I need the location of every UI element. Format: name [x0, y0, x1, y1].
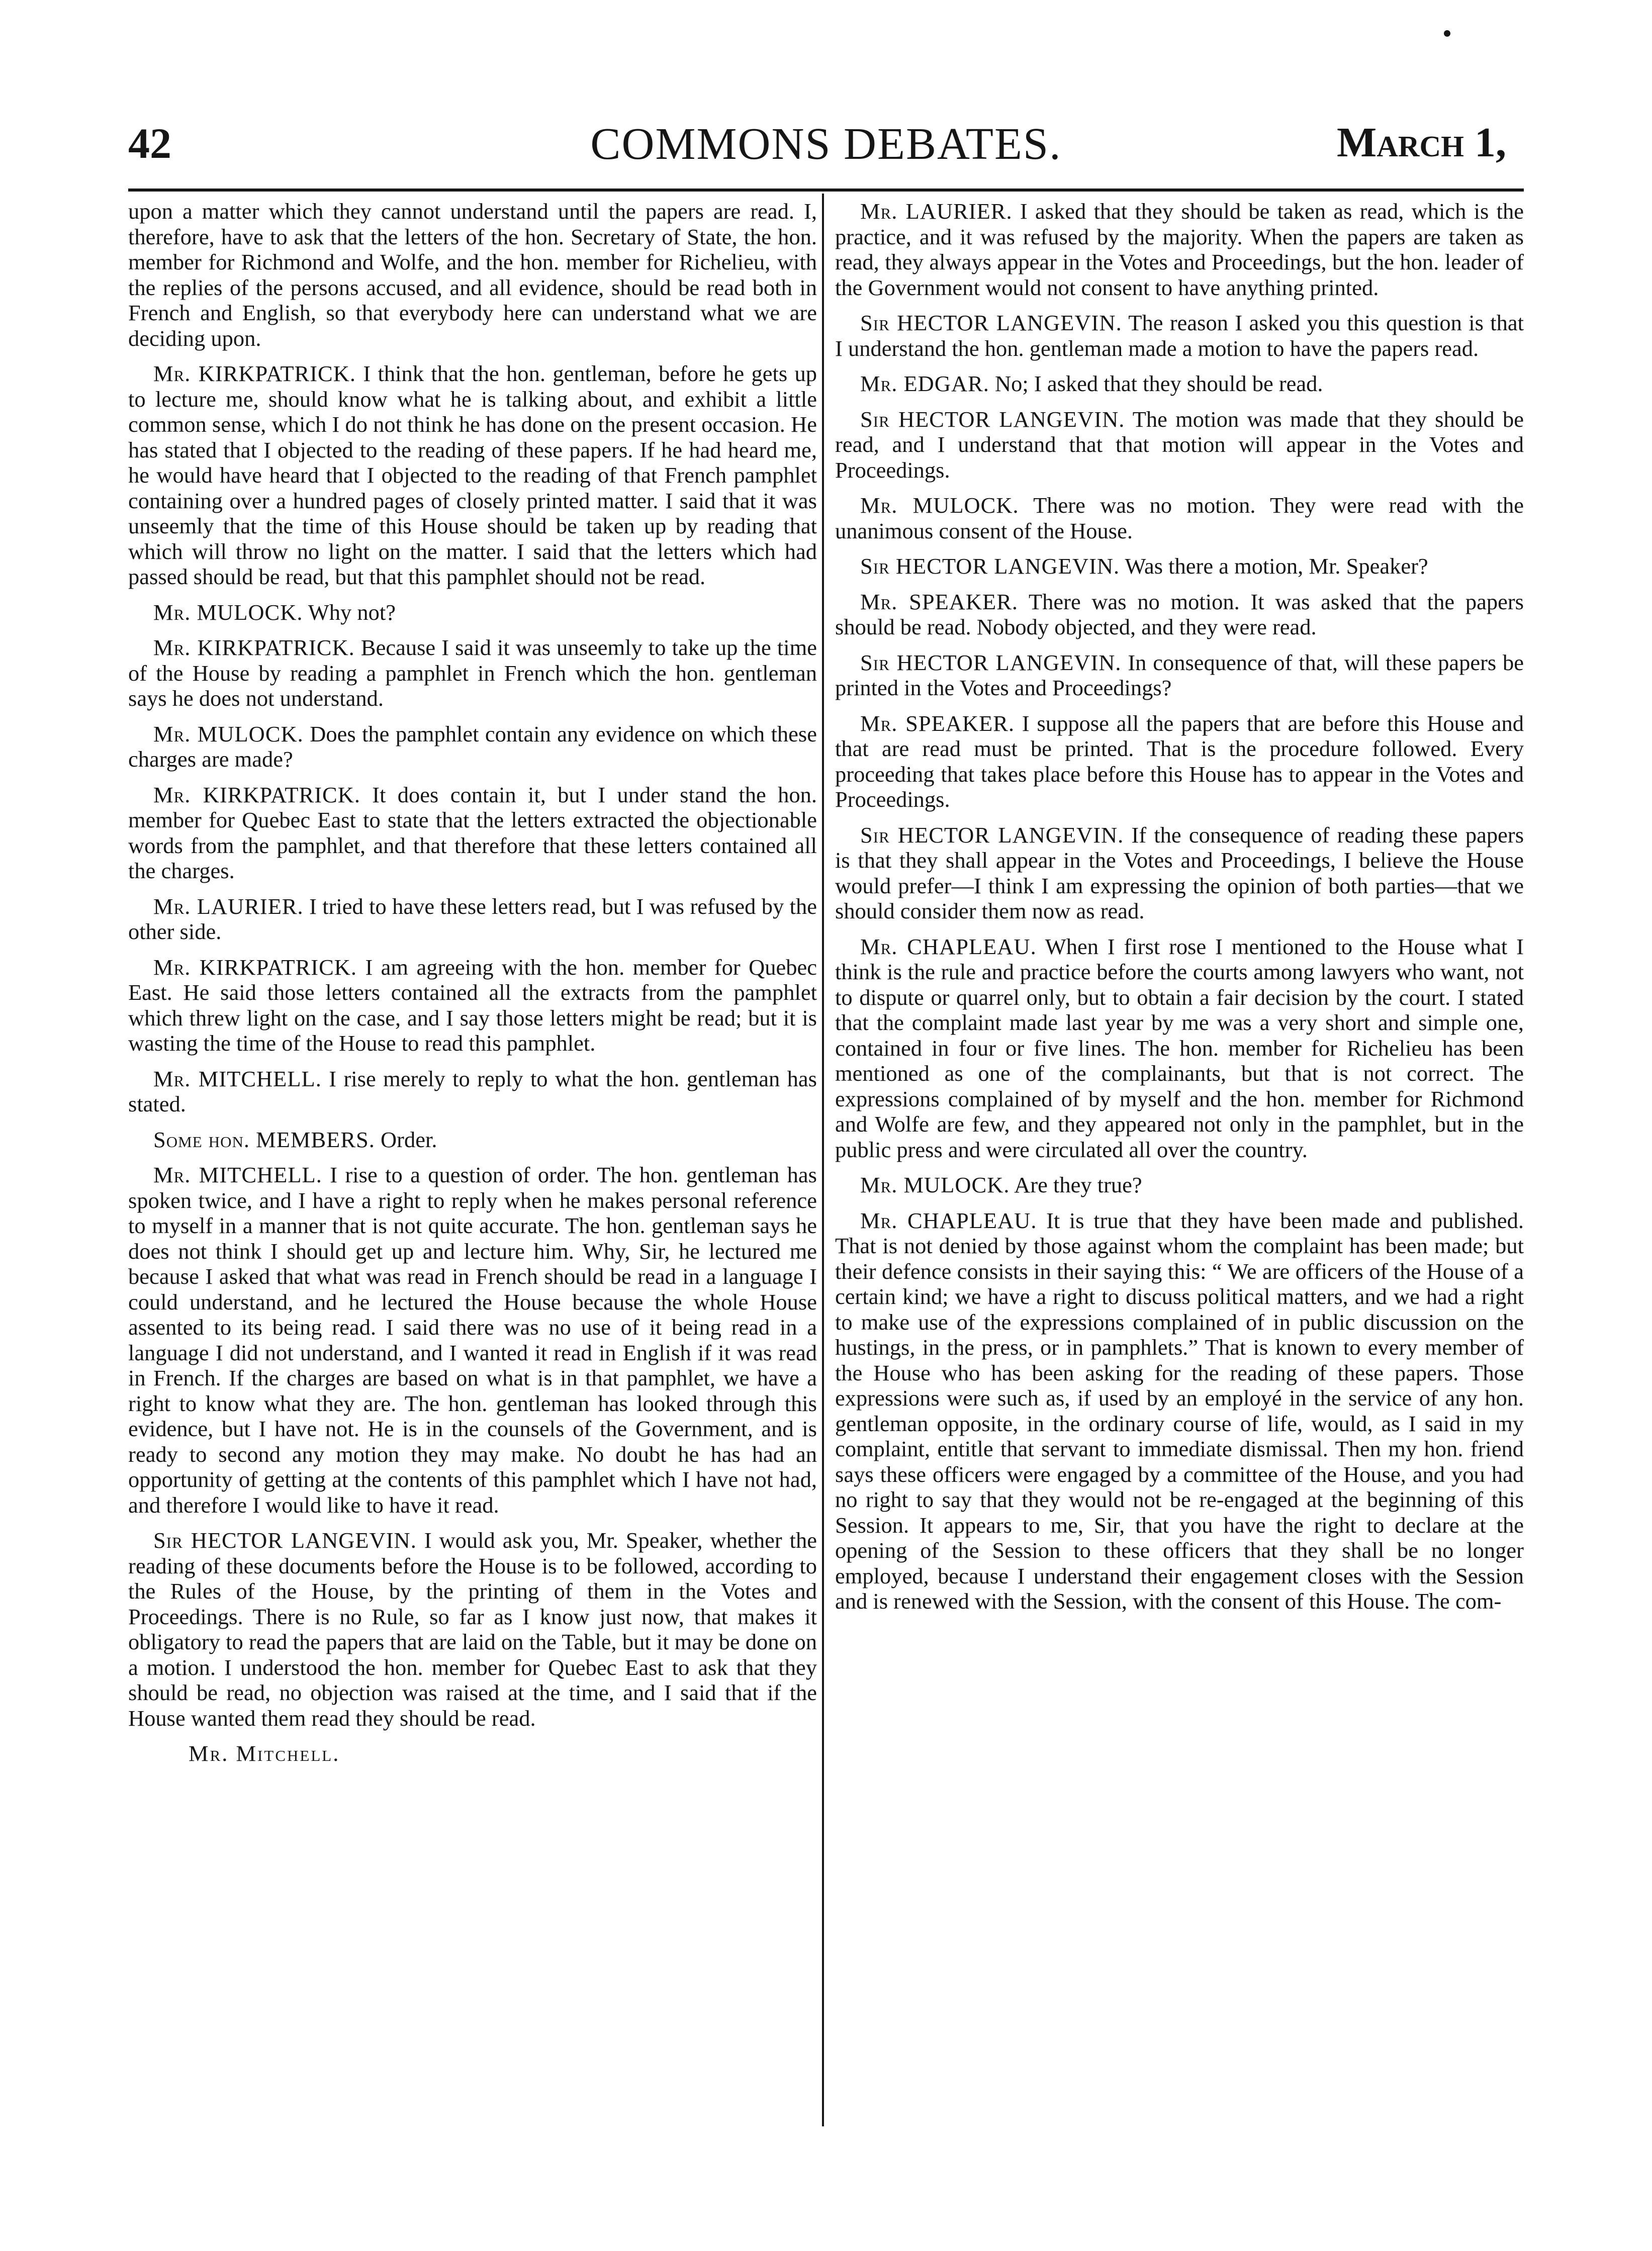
paragraph: [128, 1528, 817, 1731]
paragraph: [835, 934, 1524, 1163]
paragraph-text: I suppose all the papers that are before this House and that are read must be printed. That is the procedure followed. Every proceeding that takes place before this House has to appear in the Votes and Proceedings.: [835, 710, 1524, 812]
paragraph: [835, 310, 1524, 361]
paragraph: [128, 1127, 817, 1153]
speaker-name: Some hon. MEMBERS.: [153, 1127, 375, 1152]
speaker-name: Mr. MULOCK.: [153, 599, 303, 625]
paragraph: [835, 1208, 1524, 1614]
paragraph: [835, 553, 1524, 579]
paragraph-text: I am agreeing with the hon. member for Quebec East. He said those letters contained all the extracts from the pamphlet which threw light on the case, and I say those letters might be read; but it is wasting the time of the House to read this pamphlet.: [128, 954, 817, 1056]
paragraph: [128, 361, 817, 590]
speaker-name: Mr. CHAPLEAU.: [860, 933, 1037, 959]
paragraph: [128, 721, 817, 772]
paragraph: [835, 1172, 1524, 1198]
speaker-name: Sir HECTOR LANGEVIN.: [860, 310, 1122, 335]
right-column: [835, 199, 1524, 2159]
speaker-name: Mr. MITCHELL.: [153, 1162, 322, 1187]
paragraph-text: No; I asked that they should be read.: [995, 371, 1323, 396]
paragraph: [128, 199, 817, 351]
paragraph-text: I tried to have these letters read, but I was refused by the other side.: [128, 893, 817, 944]
catchword: Mr. Mitchell.: [189, 1741, 340, 1766]
speaker-name: Mr. KIRKPATRICK.: [153, 782, 360, 807]
speaker-name: Mr. LAURIER.: [153, 893, 304, 919]
paragraph-text: Because I said it was unseemly to take up the time of the House by reading a pamphlet in French which the hon. gentleman says he does not understand.: [128, 635, 817, 711]
print-speck: [1444, 30, 1450, 37]
paragraph-text: In consequence of that, will these papers be printed in the Votes and Proceedings?: [835, 649, 1524, 700]
page-header: [0, 118, 1652, 194]
paragraph: [835, 407, 1524, 483]
speaker-name: Mr. MULOCK.: [153, 721, 304, 746]
speaker-name: Mr. MITCHELL.: [153, 1066, 322, 1091]
paragraph-text: There was no motion. It was asked that the papers should be read. Nobody objected, and they were read.: [835, 589, 1524, 639]
paragraph: [128, 782, 817, 884]
speaker-name: Mr. MULOCK.: [860, 493, 1019, 518]
left-column: [128, 199, 817, 2159]
speaker-name: Sir HECTOR LANGEVIN.: [860, 822, 1124, 848]
paragraph: [835, 371, 1524, 397]
paragraph-text: There was no motion. They were read with the unanimous consent of the House.: [835, 493, 1524, 543]
speaker-name: Mr. MULOCK.: [860, 1172, 1010, 1197]
paragraph: [835, 199, 1524, 300]
paragraph-text: Was there a motion, Mr. Speaker?: [1125, 553, 1428, 579]
paragraph: [835, 493, 1524, 543]
speaker-name: Mr. CHAPLEAU.: [860, 1207, 1037, 1233]
speaker-name: Mr. LAURIER.: [860, 199, 1013, 224]
paragraph-text: upon a matter which they cannot understand until the papers are read. I, therefore, have to ask that the letters of the hon. Secretary of State, the hon. member for Richmond and Wolfe, and the hon. member for Richelieu, with the replies of the persons accused, and all evidence, should be read both in French and English, so that everybody here can understand what we are deciding upon.: [128, 199, 817, 351]
column-divider: [822, 194, 824, 2126]
paragraph-text: Why not?: [308, 599, 396, 625]
paragraph-text: I asked that they should be taken as read, which is the practice, and it was refused by the majority. When the papers are taken as read, they always appear in the Votes and Proceedings, but the hon. leader of the Government would not consent to have anything printed.: [835, 199, 1524, 300]
paragraph-text: Does the pamphlet contain any evidence on which these charges are made?: [128, 721, 817, 772]
paragraph-text: I think that the hon. gentleman, before he gets up to lecture me, should know what he is talking about, and exhibit a little common sense, which I do not think he has done on the present occasion. He has stated that I objected to the reading of these papers. If he had heard me, he would have heard that I objected to the reading of that French pamphlet containing over a hundred pages of closely printed matter. I said that it was unseemly that the time of this House should be taken up by reading that which will throw no light on the matter. I said that the letters which had passed should be read, but that this pamphlet should not be read.: [128, 361, 817, 589]
paragraph-text: Order.: [381, 1127, 437, 1152]
speaker-name: Mr. SPEAKER.: [860, 589, 1019, 614]
paragraph: [835, 822, 1524, 924]
page-number: 42: [128, 119, 171, 167]
paragraph-text: It does contain it, but I under stand the hon. member for Quebec East to state that the letters extracted the objectionable words from the pamphlet, and that therefore that these letters contained all the charges.: [128, 782, 817, 883]
paragraph-text: The reason I asked you this question is that I understand the hon. gentleman made a motion to have the papers read.: [835, 310, 1524, 361]
speaker-name: Sir HECTOR LANGEVIN.: [153, 1528, 417, 1553]
paragraph: [835, 711, 1524, 812]
paragraph: [128, 1162, 817, 1518]
speaker-name: Mr. KIRKPATRICK.: [153, 954, 357, 980]
speaker-name: Mr. KIRKPATRICK.: [153, 361, 356, 386]
paragraph-text: The motion was made that they should be read, and I understand that that motion will appear in the Votes and Proceedings.: [835, 406, 1524, 483]
paragraph: [128, 1066, 817, 1117]
header-date: March 1,: [1337, 119, 1506, 166]
paragraph-text: I rise merely to reply to what the hon. gentleman has stated.: [128, 1066, 817, 1116]
paragraph: [835, 650, 1524, 701]
paragraph-text: Are they true?: [1014, 1172, 1142, 1197]
paragraph: [128, 894, 817, 945]
speaker-name: Sir HECTOR LANGEVIN.: [860, 649, 1122, 675]
paragraph-text: When I first rose I mentioned to the House what I think is the rule and practice before the courts among lawyers who want, not to dispute or quarrel only, but to obtain a fair decision by the court. I stated that the complaint made last year by me was a very short and simple one, contained in four or five lines. The hon. member for Richelieu has been mentioned as one of the complainants, but that is not correct. The expressions complained of by myself and the hon. member for Richmond and Wolfe are few, and they appeared not only in the pamphlet, but in the public press and were circulated all over the country.: [835, 933, 1524, 1162]
speaker-name: Mr. SPEAKER.: [860, 710, 1015, 736]
paragraph: [128, 955, 817, 1056]
paragraph: [835, 589, 1524, 640]
paragraph: [128, 600, 817, 625]
speaker-name: Mr. EDGAR.: [860, 371, 989, 396]
page-title: COMMONS DEBATES.: [590, 119, 1062, 169]
paragraph-text: I rise to a question of order. The hon. gentleman has spoken twice, and I have a right to reply when he makes personal reference to myself in a manner that is not quite accurate. The hon. gentleman says he does not think I should get up and lecture him. Why, Sir, he lectured me because I asked that what was read in French should be read in a language I could understand, and he lectured the House because the whole House assented to its being read. I said there was no use of it being read in a language I did not understand, and I wanted it read in English if it was read in French. If the charges are based on what is in that pamphlet, we have a right to know what they are. The hon. gentleman has looked through this evidence, but I have not. He is in the counsels of the Government, and is ready to second any motion they may make. No doubt he has had an opportunity of getting at the contents of this pamphlet which I have not had, and therefore I would like to have it read.: [128, 1162, 817, 1518]
header-rule: [128, 189, 1524, 192]
speaker-name: Sir HECTOR LANGEVIN.: [860, 406, 1125, 432]
speaker-name: Sir HECTOR LANGEVIN.: [860, 553, 1120, 579]
paragraph-text: If the consequence of reading these papers is that they shall appear in the Votes and Proceedings, I believe the House would prefer—I think I am expressing the opinion of both parties—that we should consider them now as read.: [835, 822, 1524, 923]
speaker-name: Mr. KIRKPATRICK.: [153, 635, 355, 660]
paragraph: [128, 635, 817, 711]
paragraph-text: I would ask you, Mr. Speaker, whether the reading of these documents before the House is to be followed, according to the Rules of the House, by the printing of them in the Votes and Proceedings. There is no Rule, so far as I know just now, that makes it obligatory to read the papers that are laid on the Table, but it may be done on a motion. I understood the hon. member for Quebec East to ask that they should be read, no objection was raised at the time, and I said that if the House wanted them read they should be read.: [128, 1528, 817, 1731]
paragraph-text: It is true that they have been made and published. That is not denied by those against whom the complaint has been made; but their defence consists in their saying this: “ We are officers of the House of a certain kind; we have a right to discuss political matters, and we had a right to make use of the expressions complained of in public discussion on the hustings, in the press, or in pamphlets.” That is known to every member of the House who has been asking for the reading of these papers. Those expressions were such as, if used by an employé in the service of any hon. gentleman opposite, in the ordinary course of life, would, as I said in my complaint, entitle that servant to immediate dismissal. Then my hon. friend says these officers were engaged by a committee of the House, and you had no right to say that they would not be re-engaged at the beginning of this Session. It appears to me, Sir, that you have the right to declare at the opening of the Session to these officers that they shall be no longer employed, because I understand their engagement closes with the Session and is renewed with the Session, with the consent of this House. The com-: [835, 1207, 1524, 1614]
